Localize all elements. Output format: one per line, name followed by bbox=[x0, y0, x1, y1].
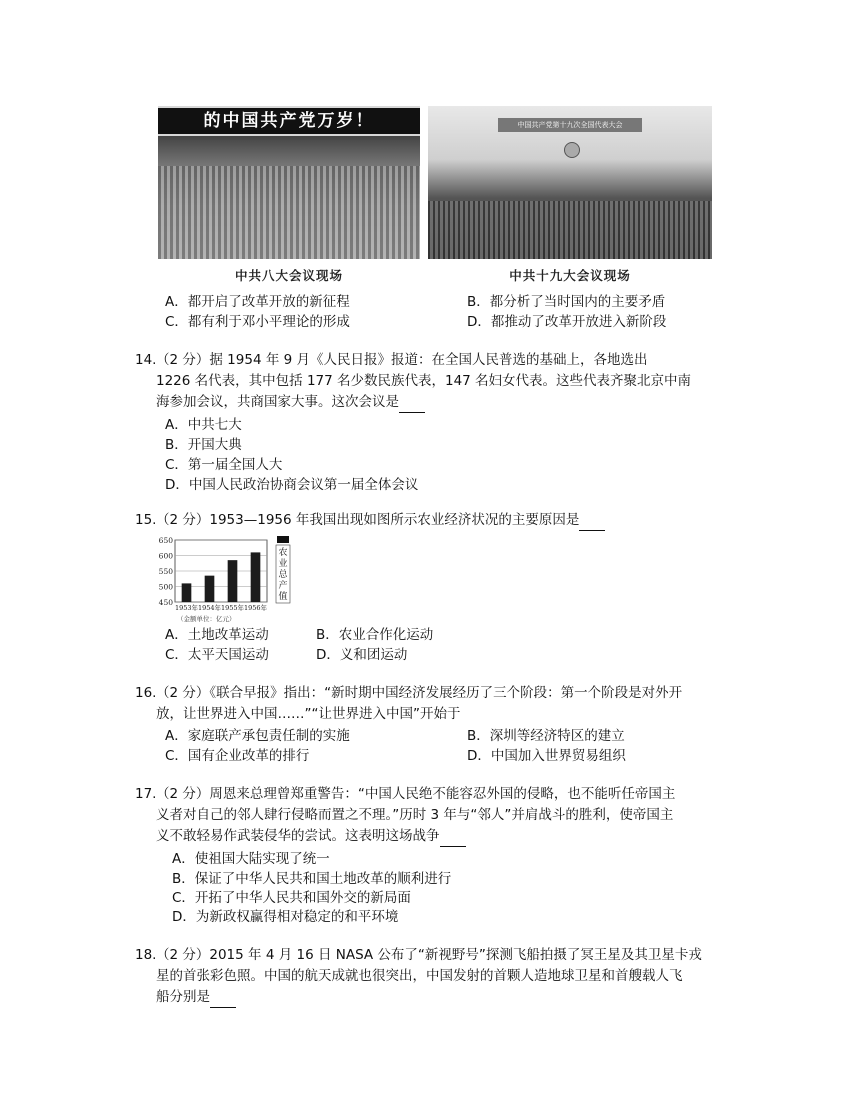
answer-blank bbox=[210, 993, 236, 1008]
bar-1955年 bbox=[228, 560, 238, 602]
y-tick-label: 600 bbox=[158, 551, 173, 561]
photo-nineteenth-congress bbox=[428, 106, 712, 259]
agri-output-chart bbox=[155, 534, 300, 624]
q15-text bbox=[156, 510, 605, 531]
q17-option-d[interactable]: D．为新政权赢得相对稳定的和平环境 bbox=[172, 909, 399, 925]
q15-text-content: （2 分）1953—1956 年我国出现如图所示农业经济状况的主要原因是 bbox=[156, 512, 580, 528]
y-tick-label: 550 bbox=[158, 567, 173, 576]
q14-line-3 bbox=[156, 392, 425, 413]
bar-1956年 bbox=[251, 552, 261, 602]
caption-eighth-congress: 中共八大会议现场 bbox=[234, 268, 343, 283]
q14-option-d[interactable]: D．中国人民政治协商会议第一届全体会议 bbox=[165, 477, 419, 493]
q14-option-a[interactable]: A．中共七大 bbox=[165, 417, 242, 433]
legend-swatch bbox=[277, 536, 289, 543]
q14-option-b[interactable]: B．开国大典 bbox=[165, 437, 242, 453]
party-emblem-icon bbox=[564, 142, 580, 158]
q17-option-a[interactable]: A．使祖国大陆实现了统一 bbox=[172, 851, 330, 867]
caption-nineteenth-congress: 中共十九大会议现场 bbox=[509, 268, 631, 283]
q15-option-a[interactable]: A．土地改革运动 bbox=[165, 627, 269, 643]
legend-char: 农 bbox=[278, 548, 288, 558]
photo-eighth-congress bbox=[158, 106, 420, 259]
x-tick-label: 1953年 bbox=[174, 604, 199, 612]
q17-line-2: 义者对自己的邻人肆行侵略而置之不理。”历时 3 年与“邻人”并肩战斗的胜利，使帝国主 bbox=[156, 807, 674, 823]
q15-number: 15. bbox=[135, 512, 157, 528]
q18-line-3 bbox=[156, 987, 236, 1008]
banner-text-right: 中国共产党第十九次全国代表大会 bbox=[498, 118, 642, 132]
legend-char: 值 bbox=[278, 592, 288, 602]
bar-1954年 bbox=[205, 576, 215, 602]
legend-char: 业 bbox=[278, 559, 288, 569]
x-tick-label: 1956年 bbox=[243, 604, 268, 612]
y-tick-label: 500 bbox=[158, 582, 173, 592]
q13-option-d[interactable]: D．都推动了改革开放进入新阶段 bbox=[467, 314, 667, 330]
answer-blank bbox=[399, 398, 425, 413]
x-tick-label: 1955年 bbox=[220, 604, 245, 612]
x-tick-label: 1954年 bbox=[197, 604, 222, 612]
answer-blank bbox=[579, 516, 605, 531]
q16-option-a[interactable]: A．家庭联产承包责任制的实施 bbox=[165, 728, 350, 744]
q16-option-b[interactable]: B．深圳等经济特区的建立 bbox=[467, 728, 625, 744]
q14-option-c[interactable]: C．第一届全国人大 bbox=[165, 457, 283, 473]
q16-option-d[interactable]: D．中国加入世界贸易组织 bbox=[467, 748, 626, 764]
q17-line-3 bbox=[156, 826, 466, 847]
q16-option-c[interactable]: C．国有企业改革的排行 bbox=[165, 748, 310, 764]
banner-text-left: 的中国共产党万岁！ bbox=[158, 108, 420, 134]
q18-line-3-text: 船分别是 bbox=[156, 989, 210, 1005]
q14-line-1: （2 分）据 1954 年 9 月《人民日报》报道：在全国人民普选的基础上，各地选出 bbox=[156, 352, 648, 368]
q14-line-2: 1226 名代表，其中包括 177 名少数民族代表，147 名妇女代表。这些代表齐聚北京中南 bbox=[156, 373, 692, 389]
q17-number: 17. bbox=[135, 786, 157, 802]
q15-option-c[interactable]: C．太平天国运动 bbox=[165, 647, 269, 663]
q17-option-c[interactable]: C．开拓了中华人民共和国外交的新局面 bbox=[172, 890, 411, 906]
q13-option-b[interactable]: B．都分析了当时国内的主要矛盾 bbox=[467, 294, 666, 310]
q16-number: 16. bbox=[135, 685, 157, 701]
y-tick-label: 450 bbox=[158, 598, 173, 607]
answer-blank bbox=[440, 832, 466, 847]
bar-1953年 bbox=[182, 583, 192, 602]
q15-option-d[interactable]: D．义和团运动 bbox=[316, 647, 408, 663]
q14-line-3-text: 海参加会议，共商国家大事。这次会议是 bbox=[156, 394, 399, 410]
q18-number: 18. bbox=[135, 947, 157, 963]
legend-char: 产 bbox=[278, 581, 288, 591]
chart-svg bbox=[155, 534, 300, 624]
chart-note: （金额单位：亿元） bbox=[177, 615, 236, 623]
q16-line-1: （2 分）《联合早报》指出：“新时期中国经济发展经历了三个阶段：第一个阶段是对外开 bbox=[156, 685, 683, 701]
q15-option-b[interactable]: B．农业合作化运动 bbox=[316, 627, 434, 643]
q13-option-a[interactable]: A．都开启了改革开放的新征程 bbox=[165, 294, 350, 310]
q14-number: 14. bbox=[135, 352, 157, 368]
q18-line-1: （2 分）2015 年 4 月 16 日 NASA 公布了“新视野号”探测飞船拍摄了冥王星及其卫星卡戎 bbox=[156, 947, 702, 963]
legend-char: 总 bbox=[278, 570, 288, 580]
q18-line-2: 星的首张彩色照。中国的航天成就也很突出，中国发射的首颗人造地球卫星和首艘载人飞 bbox=[156, 968, 683, 984]
y-tick-label: 650 bbox=[158, 536, 173, 545]
q17-line-1: （2 分）周恩来总理曾郑重警告：“中国人民绝不能容忍外国的侵略，也不能听任帝国主 bbox=[156, 786, 676, 802]
q17-option-b[interactable]: B．保证了中华人民共和国土地改革的顺利进行 bbox=[172, 871, 452, 887]
q16-line-2: 放，让世界进入中国……”“让世界进入中国”开始于 bbox=[156, 706, 461, 722]
q17-line-3-text: 义不敢轻易作武装侵华的尝试。这表明这场战争 bbox=[156, 828, 440, 844]
q13-option-c[interactable]: C．都有利于邓小平理论的形成 bbox=[165, 314, 350, 330]
